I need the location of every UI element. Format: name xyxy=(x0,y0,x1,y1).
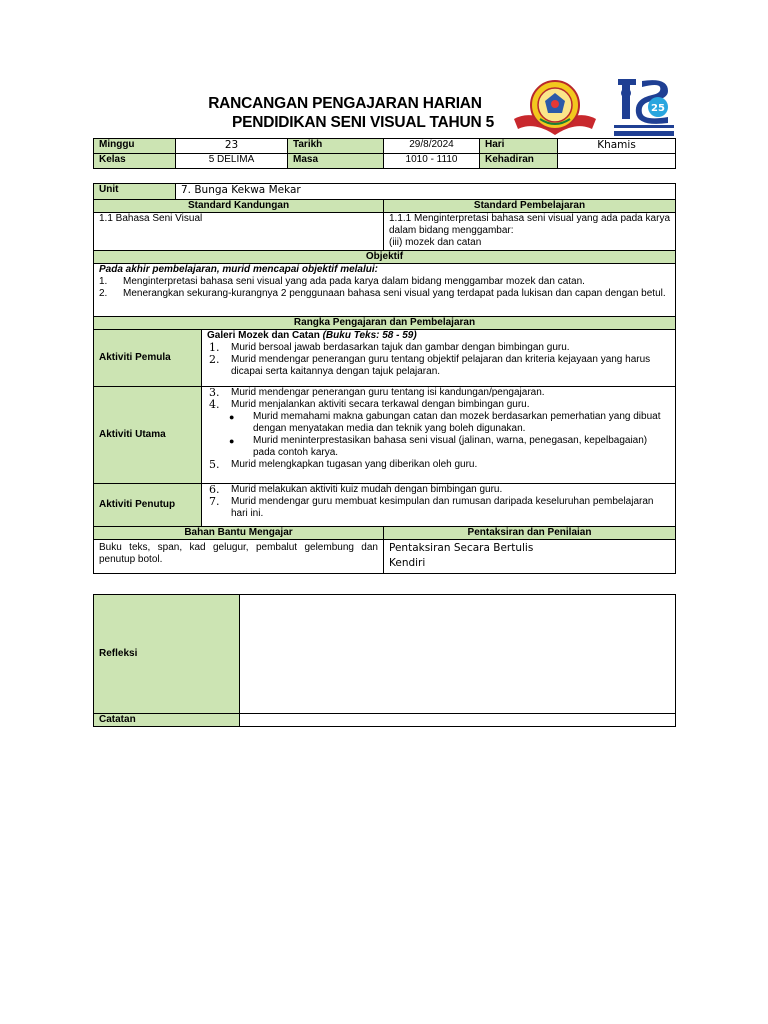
tarikh-label: Tarikh xyxy=(288,139,384,154)
lesson-topic: Galeri Mozek dan Catan (Buku Teks: 58 - 59) xyxy=(207,330,417,341)
objektif-list xyxy=(99,276,670,300)
document-title-line1: RANCANGAN PENGAJARAN HARIAN xyxy=(208,95,482,112)
minggu-label: Minggu xyxy=(94,139,176,154)
pentaksiran-cell[interactable] xyxy=(384,540,676,574)
aktiviti-pemula-label: Aktiviti Pemula xyxy=(94,330,202,387)
standard-pembelajaran-header: Standard Pembelajaran xyxy=(384,200,676,213)
refleksi-table xyxy=(93,594,676,727)
bahan-bantu-value[interactable]: Buku teks, span, kad gelugur, pembalut gelembung dan penutup botol. xyxy=(94,540,384,574)
catatan-value[interactable] xyxy=(240,714,676,727)
tp-logo xyxy=(612,75,676,137)
masa-label: Masa xyxy=(288,154,384,169)
step-item: 7. Murid mendengar guru membuat kesimpulan dan rumusan daripada keseluruhan pembelajaran hari ini. xyxy=(209,495,654,519)
kelas-label: Kelas xyxy=(94,154,176,169)
standard-pembelajaran-cell[interactable] xyxy=(384,213,676,251)
aktiviti-utama-content[interactable] xyxy=(202,387,676,484)
minggu-value[interactable]: 23 xyxy=(176,139,288,154)
aktiviti-penutup-content[interactable] xyxy=(202,484,676,527)
kelas-value[interactable]: 5 DELIMA xyxy=(176,154,288,169)
aktiviti-pemula-content[interactable] xyxy=(202,330,676,387)
refleksi-label: Refleksi xyxy=(94,595,240,714)
objektif-item: 2. Menerangkan sekurang-kurangnya 2 penggunaan bahasa seni visual yang terdapat pada lukisan dan capan dengan betul. xyxy=(99,288,666,299)
objektif-cell[interactable] xyxy=(94,264,676,317)
document-title-line2: PENDIDIKAN SENI VISUAL TAHUN 5 xyxy=(231,114,495,131)
step-item: 2. Murid mendengar penerangan guru tentang objektif pelajaran dan kriteria kejayaan yang harus dicapai serta kaitannya dengan tajuk pelajaran. xyxy=(209,353,651,377)
standard-kandungan-value[interactable]: 1.1 Bahasa Seni Visual xyxy=(94,213,384,251)
step-item: 1. Murid bersoal jawab berdasarkan tajuk dan gambar dengan bimbingan guru. xyxy=(209,341,570,354)
aktiviti-utama-label: Aktiviti Utama xyxy=(94,387,202,484)
objektif-item: 1. Menginterpretasi bahasa seni visual yang ada pada karya dalam bidang menggambar mozek dan catan. xyxy=(99,276,585,287)
standard-pembelajaran-line2: (iii) mozek dan catan xyxy=(389,237,482,248)
masa-value[interactable]: 1010 - 1110 xyxy=(384,154,480,169)
standard-pembelajaran-line1: 1.1.1 Menginterpretasi bahasa seni visual yang ada pada karya dalam bidang menggambar: xyxy=(389,213,671,236)
refleksi-value[interactable] xyxy=(240,595,676,714)
bahan-bantu-header: Bahan Bantu Mengajar xyxy=(94,527,384,540)
kehadiran-label: Kehadiran xyxy=(480,154,558,169)
step-item: 3. Murid mendengar penerangan guru tentang isi kandungan/pengajaran. xyxy=(209,386,545,399)
kehadiran-value[interactable] xyxy=(558,154,676,169)
catatan-label: Catatan xyxy=(94,714,240,727)
bullet-item: ● Murid meninterprestasikan bahasa seni visual (jalinan, warna, penegasan, kepelbagaian) pada contoh karya. xyxy=(229,435,648,458)
unit-label: Unit xyxy=(94,184,176,200)
tp-logo-number: 25 xyxy=(651,103,665,114)
bullet-item: ● Murid memahami makna gabungan catan dan mozek berdasarkan pemerhatian yang dibuat dengan menyatakan media dan teknik yang boleh digunakan. xyxy=(229,411,661,434)
unit-value[interactable]: 7. Bunga Kekwa Mekar xyxy=(176,184,676,200)
header-table xyxy=(93,138,676,169)
step-item: 6. Murid melakukan aktiviti kuiz mudah dengan bimbingan guru. xyxy=(209,483,503,496)
lesson-plan-table xyxy=(93,183,676,574)
step-item: 5. Murid melengkapkan tugasan yang diberikan oleh guru. xyxy=(209,458,478,471)
hari-value[interactable]: Khamis xyxy=(558,139,676,154)
pentaksiran-line2: Kendiri xyxy=(389,557,426,569)
pentaksiran-line1: Pentaksiran Secara Bertulis xyxy=(389,542,534,554)
rangka-header: Rangka Pengajaran dan Pembelajaran xyxy=(94,317,676,330)
hari-label: Hari xyxy=(480,139,558,154)
school-badge-logo xyxy=(512,79,598,137)
aktiviti-penutup-label: Aktiviti Penutup xyxy=(94,484,202,527)
objektif-header: Objektif xyxy=(94,251,676,264)
tarikh-value[interactable]: 29/8/2024 xyxy=(384,139,480,154)
step-item: 4. Murid menjalankan aktiviti secara terkawal dengan bimbingan guru. xyxy=(209,398,530,411)
standard-kandungan-header: Standard Kandungan xyxy=(94,200,384,213)
pentaksiran-header: Pentaksiran dan Penilaian xyxy=(384,527,676,540)
objektif-intro: Pada akhir pembelajaran, murid mencapai objektif melalui: xyxy=(99,264,378,275)
